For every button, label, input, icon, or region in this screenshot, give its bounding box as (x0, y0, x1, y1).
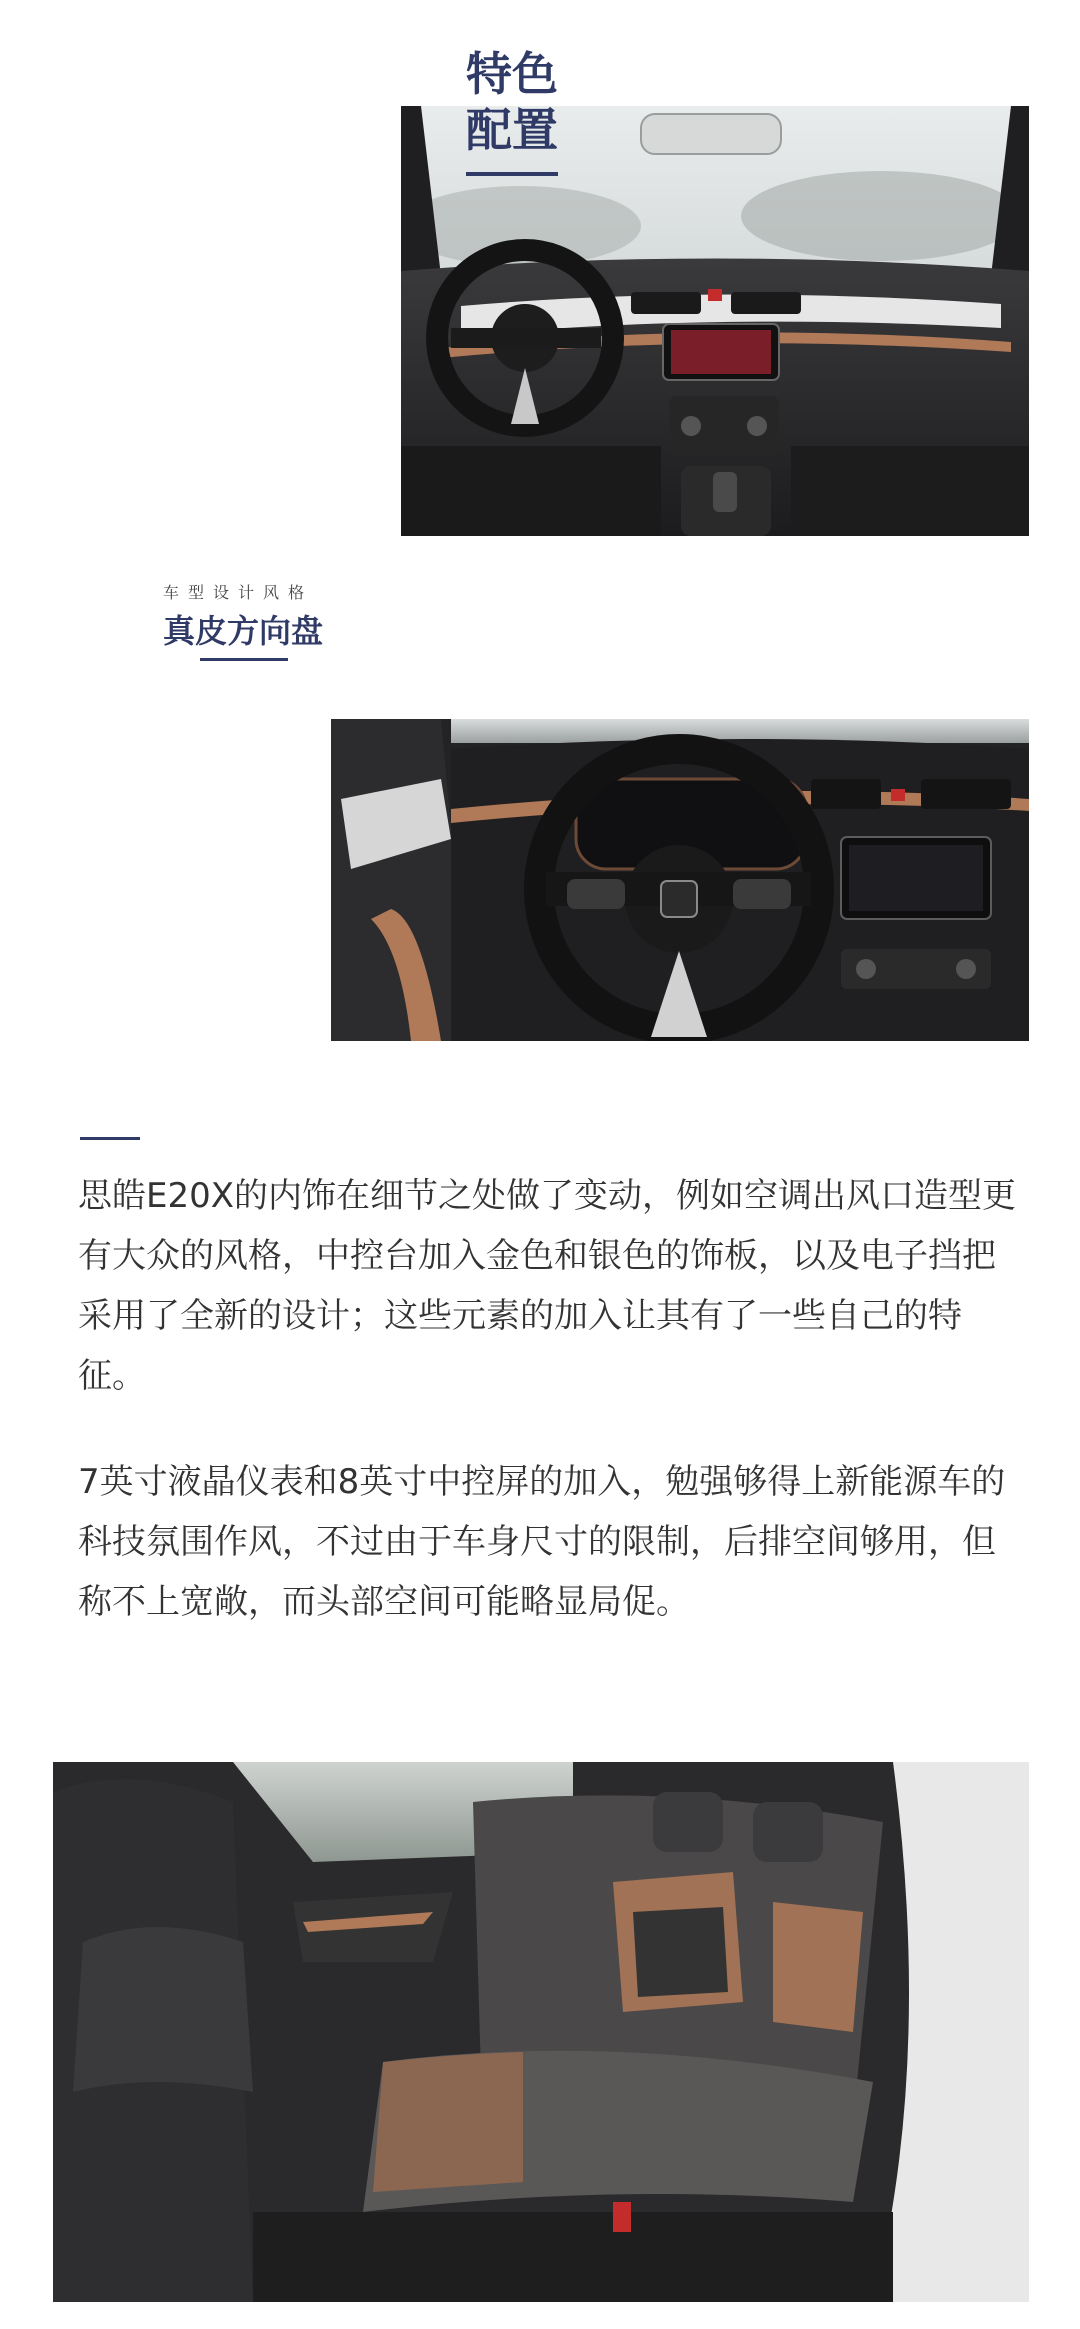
feature-heading-line1: 特色 (466, 47, 558, 101)
body-paragraph-1: 思皓E20X的内饰在细节之处做了变动，例如空调出风口造型更有大众的风格，中控台加入金色和银色的饰板，以及电子挡把采用了全新的设计；这些元素的加入让其有了一些自己的特征。 (78, 1176, 1017, 1396)
body-paragraph-2: 7英寸液晶仪表和8英寸中控屏的加入，勉强够得上新能源车的科技氛围作风，不过由于车身尺寸的限制，后排空间够用，但称不上宽敞，而头部空间可能略显局促。 (78, 1462, 1006, 1622)
feature-heading-line2: 配置 (466, 103, 558, 157)
steering-wheel-photo (331, 719, 1029, 1041)
section-label: 车型设计风格 (163, 583, 314, 602)
rear-seat-photo (53, 1762, 1029, 2302)
feature-heading (466, 46, 558, 158)
section-title-underline (200, 658, 288, 661)
feature-heading-underline (466, 172, 558, 176)
dashboard-photo (401, 106, 1029, 536)
text-divider (80, 1137, 140, 1140)
section-title: 真皮方向盘 (163, 612, 324, 650)
